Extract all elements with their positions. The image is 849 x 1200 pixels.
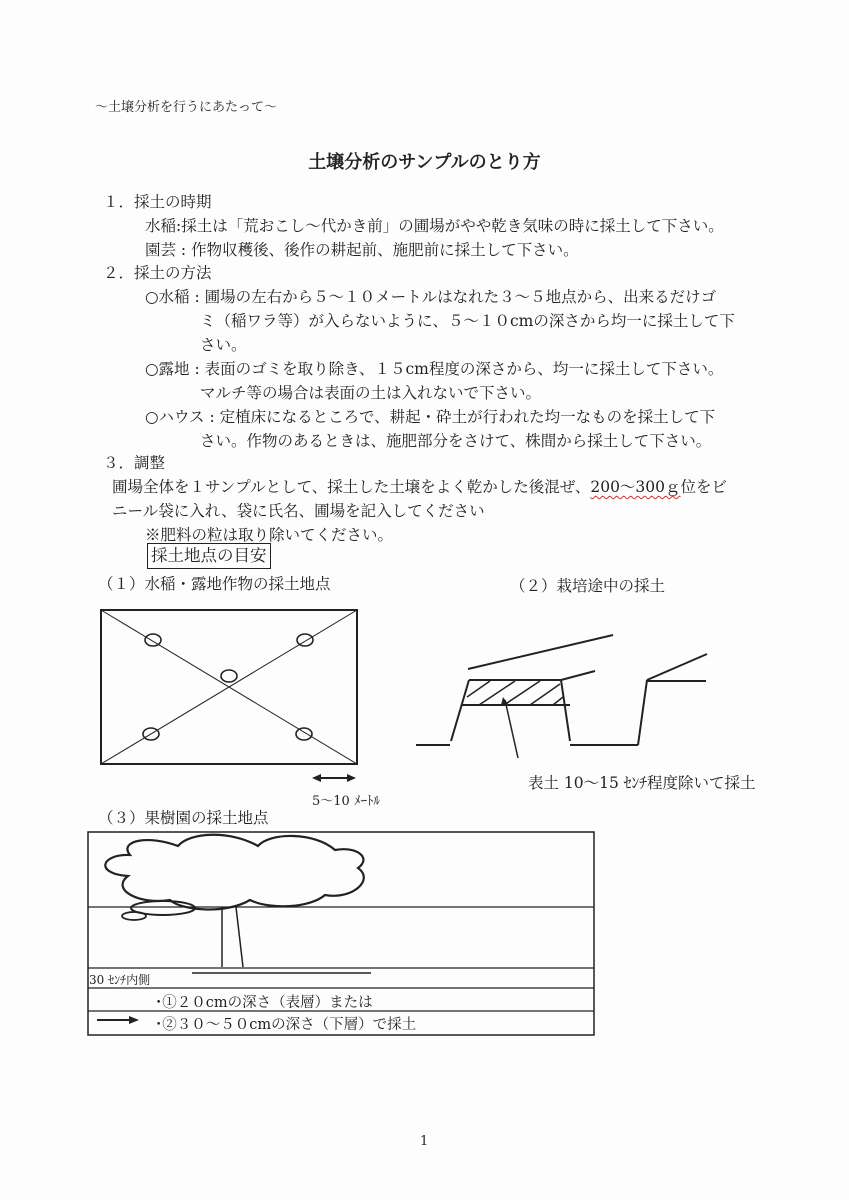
- method-rice-line: ○水稲 : 圃場の左右から５～１０メートルはなれた３～５地点から、出来るだけゴ: [145, 288, 717, 306]
- fig2-label: （２）栽培途中の採土: [510, 577, 666, 595]
- page-number: 1: [420, 1134, 429, 1149]
- topsoil-hatch: [467, 681, 563, 705]
- method-house-line: さい。作物のあるときは、施肥部分をさけて、株間から採土して下さい。: [200, 432, 712, 450]
- sampling-point-icon: [145, 634, 161, 646]
- method-rice-line: さい。: [200, 336, 247, 354]
- method-field-line: マルチ等の場合は表面の土は入れないで下さい。: [200, 384, 542, 402]
- fig3-label: （３）果樹園の採土地点: [98, 809, 269, 827]
- adjust-note: ※肥料の粒は取り除いてください。: [145, 526, 394, 544]
- adjust-text: 位をビ: [680, 478, 728, 496]
- sampling-point-icon: [297, 634, 313, 646]
- adjust-text: 圃場全体を１サンプルとして、採土した土壌をよく乾かした後混ぜ、: [112, 478, 591, 496]
- depth-option-1: ･①２０cmの深さ（表層）または: [155, 995, 373, 1011]
- sampling-point-icon: [296, 728, 312, 740]
- adjust-line: ニール袋に入れ、袋に氏名、圃場を記入してください: [112, 502, 485, 520]
- ridge-diagram: [416, 635, 707, 758]
- canopy-puff: [122, 912, 146, 920]
- depth-option-2: ･②３０～５０cmの深さ（下層）で採土: [155, 1017, 417, 1033]
- pointer-line: [505, 700, 518, 758]
- tree-trunk: [236, 907, 243, 967]
- double-arrow-icon: [312, 774, 356, 782]
- sampling-guide-heading: 採土地点の目安: [147, 543, 271, 569]
- sample-amount: 200～300ｇ: [590, 478, 681, 496]
- inside-distance-label: 30 ｾﾝﾁ内側: [89, 973, 151, 987]
- distance-label: 5～10 ﾒｰﾄﾙ: [312, 794, 380, 809]
- paddy-field-diagram: [101, 610, 357, 782]
- page-title: 土壌分析のサンプルのとり方: [308, 152, 541, 173]
- section-1-line: 園芸 : 作物収穫後、後作の耕起前、施肥前に採土して下さい。: [145, 241, 579, 259]
- fig1-label: （１）水稲・露地作物の採土地点: [98, 575, 331, 593]
- method-field-line: ○露地 : 表面のゴミを取り除き、１５cm程度の深さから、均一に採土して下さい。: [145, 360, 724, 378]
- section-2-heading: ２．採土の方法: [103, 264, 212, 282]
- section-1-line: 水稲:採土は「荒おこし～代かき前」の圃場がやや乾き気味の時に採土して下さい。: [145, 217, 724, 235]
- method-house-line: ○ハウス : 定植床になるところで、耕起・砕土が行われた均一なものを採土して下: [145, 408, 716, 426]
- method-rice-line: ミ（稲ワラ等）が入らないように、５～１０cmの深さから均一に採土して下: [200, 312, 735, 330]
- arrow-right-icon: [97, 1016, 139, 1024]
- section-1-heading: １．採土の時期: [103, 193, 212, 211]
- section-3-heading: ３．調整: [103, 454, 166, 472]
- sampling-point-icon: [221, 670, 237, 682]
- tree-canopy-icon: [105, 835, 364, 910]
- fig2-caption: 表土 10～15 ｾﾝﾁ程度除いて採土: [528, 774, 756, 792]
- intro-line: ～土壌分析を行うにあたって～: [95, 100, 278, 115]
